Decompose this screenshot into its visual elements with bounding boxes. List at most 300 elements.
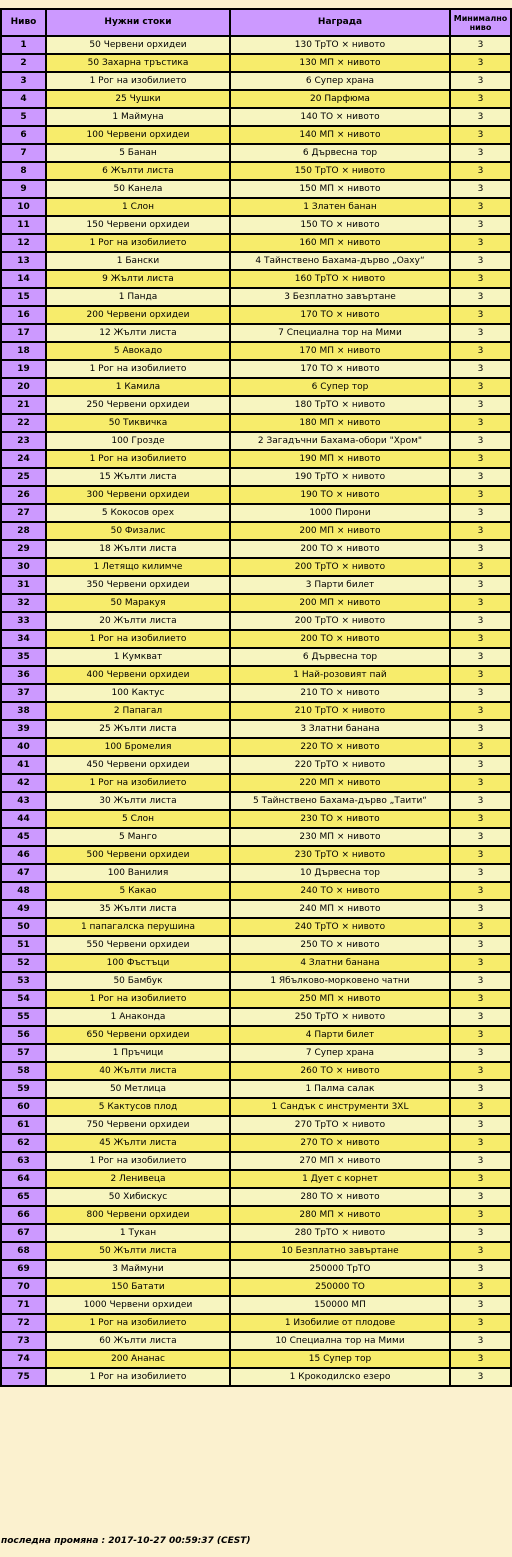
- goods-cell: 1 Бански: [46, 252, 230, 270]
- reward-cell: 2 Загадъчни Бахама-обори "Хром": [230, 432, 450, 450]
- table-row: [1, 288, 511, 306]
- table-row: [1, 1116, 511, 1134]
- reward-cell: 220 ТрТО × нивото: [230, 756, 450, 774]
- reward-cell: 230 МП × нивото: [230, 828, 450, 846]
- table-row: [1, 576, 511, 594]
- reward-cell: 1 Палма салак: [230, 1080, 450, 1098]
- goods-cell: 50 Канела: [46, 180, 230, 198]
- reward-cell: 190 МП × нивото: [230, 450, 450, 468]
- min-level-cell: 3: [450, 846, 511, 864]
- reward-cell: 6 Дървесна тор: [230, 144, 450, 162]
- reward-cell: 270 ТО × нивото: [230, 1134, 450, 1152]
- goods-cell: 5 Кокосов орех: [46, 504, 230, 522]
- table-row: [1, 108, 511, 126]
- goods-cell: 1 Рог на изобилието: [46, 774, 230, 792]
- goods-cell: 1 Слон: [46, 198, 230, 216]
- min-level-cell: 3: [450, 936, 511, 954]
- table-row: [1, 1314, 511, 1332]
- goods-cell: 45 Жълти листа: [46, 1134, 230, 1152]
- level-cell: 51: [1, 936, 46, 954]
- reward-cell: 200 МП × нивото: [230, 594, 450, 612]
- table-row: [1, 234, 511, 252]
- table-row: [1, 1278, 511, 1296]
- reward-cell: 150 ТрТО × нивото: [230, 162, 450, 180]
- reward-cell: 1000 Пирони: [230, 504, 450, 522]
- min-level-cell: 3: [450, 792, 511, 810]
- goods-cell: 550 Червени орхидеи: [46, 936, 230, 954]
- reward-cell: 230 ТО × нивото: [230, 810, 450, 828]
- level-cell: 11: [1, 216, 46, 234]
- level-cell: 27: [1, 504, 46, 522]
- reward-cell: 150 МП × нивото: [230, 180, 450, 198]
- level-cell: 36: [1, 666, 46, 684]
- goods-cell: 1 Анаконда: [46, 1008, 230, 1026]
- level-cell: 25: [1, 468, 46, 486]
- goods-cell: 50 Хибискус: [46, 1188, 230, 1206]
- table-row: [1, 1350, 511, 1368]
- table-row: [1, 486, 511, 504]
- table-row: [1, 468, 511, 486]
- reward-cell: 7 Супер храна: [230, 1044, 450, 1062]
- level-cell: 15: [1, 288, 46, 306]
- table-row: [1, 1332, 511, 1350]
- goods-cell: 50 Физалис: [46, 522, 230, 540]
- level-cell: 14: [1, 270, 46, 288]
- goods-cell: 1000 Червени орхидеи: [46, 1296, 230, 1314]
- goods-cell: 40 Жълти листа: [46, 1062, 230, 1080]
- goods-cell: 50 Маракуя: [46, 594, 230, 612]
- table-row: [1, 1206, 511, 1224]
- goods-cell: 150 Батати: [46, 1278, 230, 1296]
- min-level-cell: 3: [450, 234, 511, 252]
- goods-cell: 100 Бромелия: [46, 738, 230, 756]
- goods-cell: 1 Рог на изобилието: [46, 1314, 230, 1332]
- reward-cell: 200 ТО × нивото: [230, 540, 450, 558]
- min-level-cell: 3: [450, 1314, 511, 1332]
- level-cell: 52: [1, 954, 46, 972]
- min-level-cell: 3: [450, 1062, 511, 1080]
- table-row: [1, 252, 511, 270]
- table-row: [1, 972, 511, 990]
- min-level-cell: 3: [450, 774, 511, 792]
- goods-cell: 12 Жълти листа: [46, 324, 230, 342]
- min-level-cell: 3: [450, 918, 511, 936]
- level-cell: 39: [1, 720, 46, 738]
- min-level-cell: 3: [450, 1116, 511, 1134]
- level-cell: 65: [1, 1188, 46, 1206]
- level-cell: 1: [1, 36, 46, 54]
- header-goods: Нужни стоки: [46, 9, 230, 36]
- goods-cell: 60 Жълти листа: [46, 1332, 230, 1350]
- level-cell: 23: [1, 432, 46, 450]
- min-level-cell: 3: [450, 1368, 511, 1386]
- reward-cell: 220 МП × нивото: [230, 774, 450, 792]
- min-level-cell: 3: [450, 1206, 511, 1224]
- table-row: [1, 702, 511, 720]
- min-level-cell: 3: [450, 1296, 511, 1314]
- table-row: [1, 990, 511, 1008]
- goods-cell: 1 Рог на изобилието: [46, 1368, 230, 1386]
- table-row: [1, 612, 511, 630]
- reward-cell: 240 ТрТО × нивото: [230, 918, 450, 936]
- reward-cell: 5 Тайнствено Бахама-дърво „Таити“: [230, 792, 450, 810]
- goods-cell: 30 Жълти листа: [46, 792, 230, 810]
- level-cell: 26: [1, 486, 46, 504]
- min-level-cell: 3: [450, 720, 511, 738]
- reward-cell: 220 ТО × нивото: [230, 738, 450, 756]
- level-cell: 63: [1, 1152, 46, 1170]
- min-level-cell: 3: [450, 1026, 511, 1044]
- level-cell: 33: [1, 612, 46, 630]
- table-row: [1, 216, 511, 234]
- goods-cell: 50 Жълти листа: [46, 1242, 230, 1260]
- reward-cell: 280 ТрТО × нивото: [230, 1224, 450, 1242]
- reward-cell: 1 Най-розовият пай: [230, 666, 450, 684]
- level-cell: 67: [1, 1224, 46, 1242]
- min-level-cell: 3: [450, 648, 511, 666]
- level-cell: 71: [1, 1296, 46, 1314]
- level-cell: 35: [1, 648, 46, 666]
- min-level-cell: 3: [450, 954, 511, 972]
- goods-cell: 1 Летящо килимче: [46, 558, 230, 576]
- reward-cell: 160 МП × нивото: [230, 234, 450, 252]
- reward-cell: 4 Парти билет: [230, 1026, 450, 1044]
- level-cell: 64: [1, 1170, 46, 1188]
- min-level-cell: 3: [450, 342, 511, 360]
- level-cell: 42: [1, 774, 46, 792]
- min-level-cell: 3: [450, 360, 511, 378]
- level-cell: 18: [1, 342, 46, 360]
- table-row: [1, 1008, 511, 1026]
- goods-cell: 50 Тиквичка: [46, 414, 230, 432]
- table-row: [1, 882, 511, 900]
- reward-cell: 1 Златен банан: [230, 198, 450, 216]
- table-row: [1, 828, 511, 846]
- reward-cell: 3 Златни банана: [230, 720, 450, 738]
- min-level-cell: 3: [450, 882, 511, 900]
- goods-cell: 1 Пръчици: [46, 1044, 230, 1062]
- table-row: [1, 162, 511, 180]
- goods-cell: 1 папагалска перушина: [46, 918, 230, 936]
- level-cell: 37: [1, 684, 46, 702]
- table-row: [1, 324, 511, 342]
- table-row: [1, 1062, 511, 1080]
- level-cell: 55: [1, 1008, 46, 1026]
- reward-cell: 250 ТрТО × нивото: [230, 1008, 450, 1026]
- level-cell: 21: [1, 396, 46, 414]
- reward-cell: 170 МП × нивото: [230, 342, 450, 360]
- reward-cell: 240 ТО × нивото: [230, 882, 450, 900]
- level-cell: 46: [1, 846, 46, 864]
- level-cell: 45: [1, 828, 46, 846]
- min-level-cell: 3: [450, 900, 511, 918]
- reward-cell: 270 МП × нивото: [230, 1152, 450, 1170]
- min-level-cell: 3: [450, 306, 511, 324]
- level-cell: 43: [1, 792, 46, 810]
- min-level-cell: 3: [450, 378, 511, 396]
- min-level-cell: 3: [450, 1278, 511, 1296]
- reward-cell: 180 ТрТО × нивото: [230, 396, 450, 414]
- min-level-cell: 3: [450, 180, 511, 198]
- min-level-cell: 3: [450, 414, 511, 432]
- reward-cell: 190 ТрТО × нивото: [230, 468, 450, 486]
- goods-cell: 20 Жълти листа: [46, 612, 230, 630]
- table-row: [1, 126, 511, 144]
- goods-cell: 5 Манго: [46, 828, 230, 846]
- min-level-cell: 3: [450, 990, 511, 1008]
- reward-cell: 150000 МП: [230, 1296, 450, 1314]
- reward-cell: 200 ТрТО × нивото: [230, 612, 450, 630]
- reward-cell: 130 ТрТО × нивото: [230, 36, 450, 54]
- level-cell: 48: [1, 882, 46, 900]
- reward-cell: 180 МП × нивото: [230, 414, 450, 432]
- level-cell: 53: [1, 972, 46, 990]
- reward-cell: 280 ТО × нивото: [230, 1188, 450, 1206]
- level-cell: 32: [1, 594, 46, 612]
- goods-cell: 5 Кактусов плод: [46, 1098, 230, 1116]
- table-row: [1, 666, 511, 684]
- level-cell: 20: [1, 378, 46, 396]
- level-cell: 58: [1, 1062, 46, 1080]
- goods-cell: 1 Рог на изобилието: [46, 360, 230, 378]
- table-row: [1, 810, 511, 828]
- table-row: [1, 540, 511, 558]
- level-cell: 59: [1, 1080, 46, 1098]
- level-cell: 5: [1, 108, 46, 126]
- min-level-cell: 3: [450, 72, 511, 90]
- min-level-cell: 3: [450, 270, 511, 288]
- goods-cell: 100 Грозде: [46, 432, 230, 450]
- min-level-cell: 3: [450, 1332, 511, 1350]
- table-row: [1, 720, 511, 738]
- goods-cell: 1 Кумкват: [46, 648, 230, 666]
- level-cell: 41: [1, 756, 46, 774]
- table-row: [1, 792, 511, 810]
- goods-cell: 750 Червени орхидеи: [46, 1116, 230, 1134]
- min-level-cell: 3: [450, 828, 511, 846]
- level-cell: 31: [1, 576, 46, 594]
- level-cell: 19: [1, 360, 46, 378]
- level-cell: 8: [1, 162, 46, 180]
- table-row: [1, 900, 511, 918]
- goods-cell: 800 Червени орхидеи: [46, 1206, 230, 1224]
- goods-cell: 100 Червени орхидеи: [46, 126, 230, 144]
- min-level-cell: 3: [450, 54, 511, 72]
- table-row: [1, 648, 511, 666]
- goods-cell: 1 Панда: [46, 288, 230, 306]
- reward-cell: 6 Супер тор: [230, 378, 450, 396]
- table-row: [1, 198, 511, 216]
- min-level-cell: 3: [450, 1152, 511, 1170]
- goods-cell: 650 Червени орхидеи: [46, 1026, 230, 1044]
- table-row: [1, 72, 511, 90]
- reward-cell: 260 ТО × нивото: [230, 1062, 450, 1080]
- level-cell: 7: [1, 144, 46, 162]
- level-cell: 38: [1, 702, 46, 720]
- min-level-cell: 3: [450, 666, 511, 684]
- reward-cell: 250000 ТрТО: [230, 1260, 450, 1278]
- table-row: [1, 918, 511, 936]
- min-level-cell: 3: [450, 396, 511, 414]
- reward-cell: 140 ТО × нивото: [230, 108, 450, 126]
- min-level-cell: 3: [450, 216, 511, 234]
- min-level-cell: 3: [450, 864, 511, 882]
- table-row: [1, 342, 511, 360]
- reward-cell: 6 Дървесна тор: [230, 648, 450, 666]
- goods-cell: 100 Кактус: [46, 684, 230, 702]
- min-level-cell: 3: [450, 522, 511, 540]
- reward-cell: 190 ТО × нивото: [230, 486, 450, 504]
- reward-cell: 280 МП × нивото: [230, 1206, 450, 1224]
- goods-cell: 300 Червени орхидеи: [46, 486, 230, 504]
- min-level-cell: 3: [450, 450, 511, 468]
- reward-cell: 200 ТО × нивото: [230, 630, 450, 648]
- goods-cell: 1 Рог на изобилието: [46, 450, 230, 468]
- level-cell: 66: [1, 1206, 46, 1224]
- header-reward: Награда: [230, 9, 450, 36]
- reward-cell: 130 МП × нивото: [230, 54, 450, 72]
- min-level-cell: 3: [450, 1224, 511, 1242]
- level-cell: 62: [1, 1134, 46, 1152]
- min-level-cell: 3: [450, 558, 511, 576]
- goods-cell: 100 Фъстъци: [46, 954, 230, 972]
- min-level-cell: 3: [450, 288, 511, 306]
- min-level-cell: 3: [450, 1080, 511, 1098]
- level-cell: 6: [1, 126, 46, 144]
- min-level-cell: 3: [450, 684, 511, 702]
- table-row: [1, 684, 511, 702]
- goods-cell: 3 Маймуни: [46, 1260, 230, 1278]
- reward-cell: 10 Дървесна тор: [230, 864, 450, 882]
- reward-cell: 250000 ТО: [230, 1278, 450, 1296]
- table-row: [1, 630, 511, 648]
- goods-cell: 1 Рог на изобилието: [46, 990, 230, 1008]
- level-cell: 34: [1, 630, 46, 648]
- min-level-cell: 3: [450, 810, 511, 828]
- table-row: [1, 774, 511, 792]
- goods-cell: 1 Рог на изобилието: [46, 72, 230, 90]
- table-row: [1, 432, 511, 450]
- table-row: [1, 306, 511, 324]
- level-cell: 56: [1, 1026, 46, 1044]
- table-row: [1, 1134, 511, 1152]
- table-row: [1, 1170, 511, 1188]
- table-row: [1, 1026, 511, 1044]
- level-cell: 12: [1, 234, 46, 252]
- level-cell: 60: [1, 1098, 46, 1116]
- reward-cell: 1 Ябълково-морковено чатни: [230, 972, 450, 990]
- header-level: Ниво: [1, 9, 46, 36]
- goods-cell: 15 Жълти листа: [46, 468, 230, 486]
- table-row: [1, 360, 511, 378]
- min-level-cell: 3: [450, 1188, 511, 1206]
- level-cell: 4: [1, 90, 46, 108]
- goods-cell: 5 Банан: [46, 144, 230, 162]
- goods-cell: 250 Червени орхидеи: [46, 396, 230, 414]
- goods-cell: 18 Жълти листа: [46, 540, 230, 558]
- min-level-cell: 3: [450, 1044, 511, 1062]
- min-level-cell: 3: [450, 972, 511, 990]
- goods-cell: 150 Червени орхидеи: [46, 216, 230, 234]
- goods-cell: 100 Ванилия: [46, 864, 230, 882]
- goods-cell: 1 Рог на изобилието: [46, 234, 230, 252]
- goods-cell: 200 Ананас: [46, 1350, 230, 1368]
- goods-cell: 50 Метлица: [46, 1080, 230, 1098]
- goods-cell: 50 Червени орхидеи: [46, 36, 230, 54]
- reward-cell: 200 МП × нивото: [230, 522, 450, 540]
- min-level-cell: 3: [450, 126, 511, 144]
- level-cell: 73: [1, 1332, 46, 1350]
- goods-cell: 25 Жълти листа: [46, 720, 230, 738]
- min-level-cell: 3: [450, 144, 511, 162]
- level-cell: 69: [1, 1260, 46, 1278]
- min-level-cell: 3: [450, 1170, 511, 1188]
- table-row: [1, 450, 511, 468]
- reward-cell: 3 Парти билет: [230, 576, 450, 594]
- goods-cell: 9 Жълти листа: [46, 270, 230, 288]
- table-row: [1, 90, 511, 108]
- goods-cell: 1 Камила: [46, 378, 230, 396]
- reward-cell: 4 Тайнствено Бахама-дърво „Оаху“: [230, 252, 450, 270]
- min-level-cell: 3: [450, 540, 511, 558]
- reward-cell: 6 Супер храна: [230, 72, 450, 90]
- table-row: [1, 954, 511, 972]
- reward-cell: 170 ТО × нивото: [230, 360, 450, 378]
- goods-cell: 400 Червени орхидеи: [46, 666, 230, 684]
- reward-cell: 1 Крокодилско езеро: [230, 1368, 450, 1386]
- reward-cell: 200 ТрТО × нивото: [230, 558, 450, 576]
- reward-cell: 1 Изобилие от плодове: [230, 1314, 450, 1332]
- table-row: [1, 1098, 511, 1116]
- goods-cell: 50 Бамбук: [46, 972, 230, 990]
- table-row: [1, 1224, 511, 1242]
- level-cell: 22: [1, 414, 46, 432]
- min-level-cell: 3: [450, 108, 511, 126]
- table-row: [1, 846, 511, 864]
- table-row: [1, 1260, 511, 1278]
- min-level-cell: 3: [450, 1134, 511, 1152]
- table-header-row: [1, 9, 511, 36]
- level-cell: 13: [1, 252, 46, 270]
- header-min-level: Минимално ниво: [450, 9, 511, 36]
- level-cell: 17: [1, 324, 46, 342]
- min-level-cell: 3: [450, 738, 511, 756]
- min-level-cell: 3: [450, 576, 511, 594]
- reward-cell: 160 ТрТО × нивото: [230, 270, 450, 288]
- table-row: [1, 1368, 511, 1386]
- level-cell: 9: [1, 180, 46, 198]
- table-body: [1, 36, 511, 1386]
- reward-cell: 1 Сандък с инструменти 3XL: [230, 1098, 450, 1116]
- goods-cell: 50 Захарна тръстика: [46, 54, 230, 72]
- table-row: [1, 756, 511, 774]
- goods-cell: 350 Червени орхидеи: [46, 576, 230, 594]
- table-row: [1, 1296, 511, 1314]
- reward-cell: 240 МП × нивото: [230, 900, 450, 918]
- goods-cell: 2 Папагал: [46, 702, 230, 720]
- table-row: [1, 504, 511, 522]
- level-cell: 24: [1, 450, 46, 468]
- min-level-cell: 3: [450, 630, 511, 648]
- table-row: [1, 1044, 511, 1062]
- reward-cell: 15 Супер тор: [230, 1350, 450, 1368]
- min-level-cell: 3: [450, 612, 511, 630]
- table-row: [1, 1242, 511, 1260]
- goods-cell: 1 Рог на изобилието: [46, 630, 230, 648]
- table-row: [1, 522, 511, 540]
- reward-cell: 210 ТрТО × нивото: [230, 702, 450, 720]
- reward-cell: 270 ТрТО × нивото: [230, 1116, 450, 1134]
